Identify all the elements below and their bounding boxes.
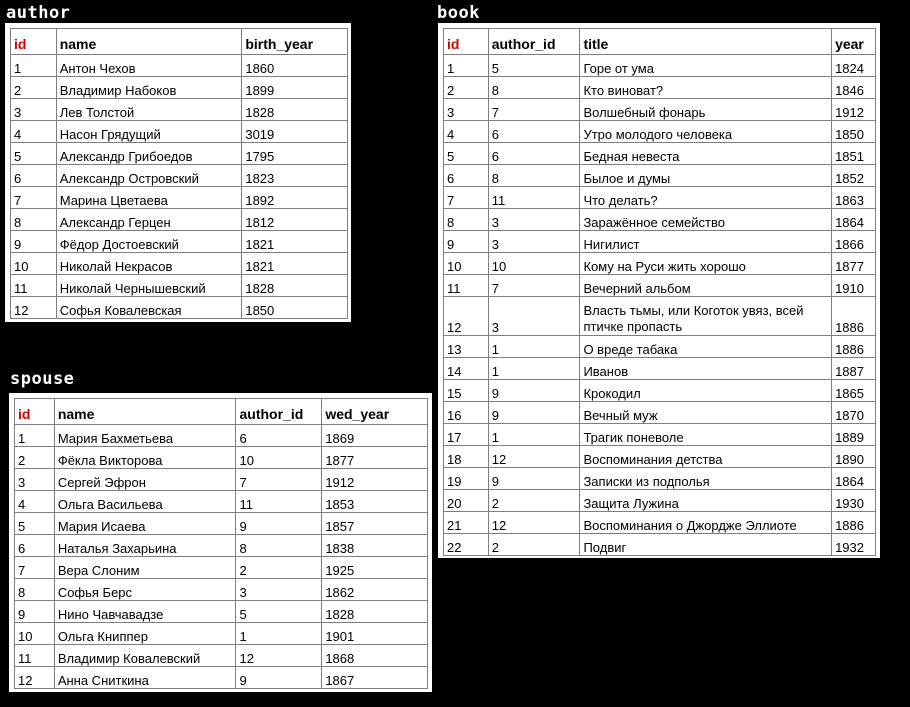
column-header-year: year: [832, 29, 876, 55]
table-row: [15, 491, 428, 513]
cell-year: 1889: [832, 424, 876, 446]
cell-birth-year: 1823: [242, 165, 348, 187]
table-row: [11, 275, 348, 297]
table-row: [444, 77, 876, 99]
cell-wed-year: 1838: [322, 535, 428, 557]
cell-id: 9: [11, 231, 57, 253]
cell-author-id: 10: [236, 447, 322, 469]
cell-name: Вера Слоним: [54, 557, 236, 579]
cell-id: 3: [15, 469, 55, 491]
table-row: [444, 253, 876, 275]
book-table: [443, 28, 876, 556]
cell-author-id: 7: [488, 275, 580, 297]
cell-id: 10: [11, 253, 57, 275]
cell-id: 8: [11, 209, 57, 231]
table-row: [11, 99, 348, 121]
cell-author-id: 9: [236, 513, 322, 535]
cell-wed-year: 1912: [322, 469, 428, 491]
column-header-id: id: [11, 29, 57, 55]
cell-year: 1886: [832, 512, 876, 534]
cell-author-id: 9: [488, 380, 580, 402]
cell-year: 1870: [832, 402, 876, 424]
column-header-author-id: author_id: [488, 29, 580, 55]
cell-wed-year: 1869: [322, 425, 428, 447]
table-row: [15, 667, 428, 689]
table-row: [444, 55, 876, 77]
cell-author-id: 11: [236, 491, 322, 513]
cell-name: Софья Берс: [54, 579, 236, 601]
cell-author-id: 9: [488, 468, 580, 490]
cell-title: Крокодил: [580, 380, 832, 402]
table-row: [444, 402, 876, 424]
cell-id: 16: [444, 402, 489, 424]
cell-title: Кому на Руси жить хорошо: [580, 253, 832, 275]
cell-id: 4: [444, 121, 489, 143]
cell-name: Мария Бахметьева: [54, 425, 236, 447]
table-row: [444, 121, 876, 143]
cell-id: 22: [444, 534, 489, 556]
cell-year: 1851: [832, 143, 876, 165]
cell-wed-year: 1862: [322, 579, 428, 601]
spouse-panel: [9, 393, 432, 692]
cell-name: Владимир Ковалевский: [54, 645, 236, 667]
cell-author-id: 2: [236, 557, 322, 579]
cell-name: Владимир Набоков: [56, 77, 242, 99]
cell-author-id: 8: [236, 535, 322, 557]
table-row: [11, 165, 348, 187]
cell-author-id: 5: [236, 601, 322, 623]
table-row: [444, 468, 876, 490]
table-row: [11, 297, 348, 319]
cell-author-id: 5: [488, 55, 580, 77]
cell-id: 5: [444, 143, 489, 165]
cell-title: Волшебный фонарь: [580, 99, 832, 121]
cell-wed-year: 1925: [322, 557, 428, 579]
spouse-table: [14, 398, 428, 689]
cell-name: Софья Ковалевская: [56, 297, 242, 319]
cell-id: 2: [11, 77, 57, 99]
cell-name: Николай Некрасов: [56, 253, 242, 275]
book-table-title: book: [437, 3, 480, 23]
cell-year: 1877: [832, 253, 876, 275]
cell-name: Лев Толстой: [56, 99, 242, 121]
cell-title: Бедная невеста: [580, 143, 832, 165]
cell-author-id: 10: [488, 253, 580, 275]
table-row: [15, 535, 428, 557]
cell-name: Ольга Книппер: [54, 623, 236, 645]
table-row: [11, 55, 348, 77]
cell-id: 2: [444, 77, 489, 99]
cell-year: 1890: [832, 446, 876, 468]
cell-id: 19: [444, 468, 489, 490]
table-row: [444, 512, 876, 534]
table-row: [15, 579, 428, 601]
cell-author-id: 2: [488, 490, 580, 512]
cell-birth-year: 1812: [242, 209, 348, 231]
cell-id: 13: [444, 336, 489, 358]
cell-birth-year: 1795: [242, 143, 348, 165]
cell-author-id: 8: [488, 165, 580, 187]
cell-author-id: 9: [236, 667, 322, 689]
cell-id: 21: [444, 512, 489, 534]
cell-id: 10: [15, 623, 55, 645]
cell-author-id: 7: [488, 99, 580, 121]
cell-year: 1850: [832, 121, 876, 143]
cell-title: Что делать?: [580, 187, 832, 209]
cell-wed-year: 1867: [322, 667, 428, 689]
cell-id: 6: [444, 165, 489, 187]
cell-year: 1865: [832, 380, 876, 402]
cell-id: 3: [444, 99, 489, 121]
table-row: [11, 121, 348, 143]
cell-title: Трагик поневоле: [580, 424, 832, 446]
cell-name: Марина Цветаева: [56, 187, 242, 209]
cell-id: 9: [15, 601, 55, 623]
cell-id: 5: [11, 143, 57, 165]
cell-author-id: 1: [488, 424, 580, 446]
cell-title: Власть тьмы, или Коготок увяз, всей птичке пропасть: [580, 297, 832, 336]
cell-title: Иванов: [580, 358, 832, 380]
cell-year: 1912: [832, 99, 876, 121]
cell-id: 7: [11, 187, 57, 209]
cell-name: Насон Грядущий: [56, 121, 242, 143]
cell-birth-year: 1850: [242, 297, 348, 319]
cell-id: 4: [11, 121, 57, 143]
cell-author-id: 1: [236, 623, 322, 645]
table-row: [444, 446, 876, 468]
cell-author-id: 11: [488, 187, 580, 209]
cell-title: Вечный муж: [580, 402, 832, 424]
cell-author-id: 1: [488, 358, 580, 380]
cell-author-id: 7: [236, 469, 322, 491]
cell-name: Мария Исаева: [54, 513, 236, 535]
table-row: [15, 447, 428, 469]
table-row: [444, 534, 876, 556]
cell-title: Утро молодого человека: [580, 121, 832, 143]
cell-author-id: 2: [488, 534, 580, 556]
cell-year: 1886: [832, 336, 876, 358]
author-table: [10, 28, 348, 319]
cell-year: 1824: [832, 55, 876, 77]
cell-wed-year: 1901: [322, 623, 428, 645]
cell-name: Нино Чавчавадзе: [54, 601, 236, 623]
cell-author-id: 12: [488, 446, 580, 468]
cell-name: Фёдор Достоевский: [56, 231, 242, 253]
cell-author-id: 12: [236, 645, 322, 667]
cell-id: 12: [11, 297, 57, 319]
cell-birth-year: 1828: [242, 275, 348, 297]
cell-name: Александр Грибоедов: [56, 143, 242, 165]
table-row: [444, 165, 876, 187]
table-row: [444, 336, 876, 358]
table-row: [15, 469, 428, 491]
cell-id: 6: [15, 535, 55, 557]
table-row: [15, 623, 428, 645]
table-row: [15, 557, 428, 579]
cell-title: Кто виноват?: [580, 77, 832, 99]
cell-name: Александр Герцен: [56, 209, 242, 231]
cell-author-id: 3: [236, 579, 322, 601]
cell-name: Антон Чехов: [56, 55, 242, 77]
cell-title: Записки из подполья: [580, 468, 832, 490]
cell-wed-year: 1853: [322, 491, 428, 513]
cell-birth-year: 1892: [242, 187, 348, 209]
cell-title: Защита Лужина: [580, 490, 832, 512]
cell-title: О вреде табака: [580, 336, 832, 358]
table-row: [11, 209, 348, 231]
cell-author-id: 3: [488, 231, 580, 253]
cell-id: 8: [15, 579, 55, 601]
column-header-id: id: [444, 29, 489, 55]
cell-year: 1864: [832, 468, 876, 490]
column-header-name: name: [54, 399, 236, 425]
cell-name: Сергей Эфрон: [54, 469, 236, 491]
table-row: [444, 187, 876, 209]
table-row: [444, 275, 876, 297]
table-row: [15, 425, 428, 447]
cell-title: Воспоминания о Джордже Эллиоте: [580, 512, 832, 534]
cell-name: Наталья Захарьина: [54, 535, 236, 557]
column-header-birth-year: birth_year: [242, 29, 348, 55]
cell-birth-year: 1821: [242, 231, 348, 253]
table-row: [11, 253, 348, 275]
cell-author-id: 6: [236, 425, 322, 447]
cell-birth-year: 3019: [242, 121, 348, 143]
cell-id: 3: [11, 99, 57, 121]
table-row: [444, 490, 876, 512]
cell-birth-year: 1860: [242, 55, 348, 77]
cell-year: 1932: [832, 534, 876, 556]
cell-wed-year: 1828: [322, 601, 428, 623]
cell-id: 5: [15, 513, 55, 535]
table-row: [15, 645, 428, 667]
cell-id: 20: [444, 490, 489, 512]
column-header-title: title: [580, 29, 832, 55]
table-row: [11, 143, 348, 165]
table-row: [444, 143, 876, 165]
cell-title: Подвиг: [580, 534, 832, 556]
book-panel: [438, 23, 880, 558]
table-row: [11, 231, 348, 253]
cell-id: 12: [15, 667, 55, 689]
table-row: [444, 99, 876, 121]
cell-name: Александр Островский: [56, 165, 242, 187]
cell-author-id: 3: [488, 297, 580, 336]
cell-id: 11: [444, 275, 489, 297]
column-header-id: id: [15, 399, 55, 425]
cell-year: 1864: [832, 209, 876, 231]
table-row: [15, 513, 428, 535]
cell-year: 1910: [832, 275, 876, 297]
table-row: [444, 297, 876, 336]
cell-id: 1: [11, 55, 57, 77]
cell-id: 17: [444, 424, 489, 446]
cell-wed-year: 1868: [322, 645, 428, 667]
cell-author-id: 3: [488, 209, 580, 231]
table-row: [444, 380, 876, 402]
author-table-title: author: [6, 3, 71, 23]
cell-id: 10: [444, 253, 489, 275]
cell-wed-year: 1857: [322, 513, 428, 535]
cell-id: 8: [444, 209, 489, 231]
cell-year: 1886: [832, 297, 876, 336]
cell-title: Заражённое семейство: [580, 209, 832, 231]
cell-year: 1930: [832, 490, 876, 512]
cell-year: 1866: [832, 231, 876, 253]
author-panel: [5, 23, 351, 322]
cell-wed-year: 1877: [322, 447, 428, 469]
cell-author-id: 1: [488, 336, 580, 358]
table-row: [11, 77, 348, 99]
cell-id: 12: [444, 297, 489, 336]
spouse-table-title: spouse: [10, 369, 75, 389]
cell-id: 2: [15, 447, 55, 469]
cell-year: 1852: [832, 165, 876, 187]
cell-author-id: 9: [488, 402, 580, 424]
column-header-author-id: author_id: [236, 399, 322, 425]
cell-name: Анна Сниткина: [54, 667, 236, 689]
cell-name: Фёкла Викторова: [54, 447, 236, 469]
cell-id: 4: [15, 491, 55, 513]
cell-id: 1: [444, 55, 489, 77]
cell-birth-year: 1899: [242, 77, 348, 99]
table-row: [11, 187, 348, 209]
cell-id: 18: [444, 446, 489, 468]
column-header-wed-year: wed_year: [322, 399, 428, 425]
cell-id: 11: [11, 275, 57, 297]
cell-title: Вечерний альбом: [580, 275, 832, 297]
cell-year: 1863: [832, 187, 876, 209]
cell-id: 14: [444, 358, 489, 380]
cell-name: Николай Чернышевский: [56, 275, 242, 297]
cell-name: Ольга Васильева: [54, 491, 236, 513]
table-row: [444, 358, 876, 380]
cell-author-id: 6: [488, 143, 580, 165]
cell-birth-year: 1828: [242, 99, 348, 121]
table-row: [444, 424, 876, 446]
cell-author-id: 12: [488, 512, 580, 534]
cell-id: 7: [15, 557, 55, 579]
cell-title: Воспоминания детства: [580, 446, 832, 468]
cell-id: 9: [444, 231, 489, 253]
cell-id: 1: [15, 425, 55, 447]
column-header-name: name: [56, 29, 242, 55]
cell-author-id: 8: [488, 77, 580, 99]
cell-id: 6: [11, 165, 57, 187]
cell-id: 11: [15, 645, 55, 667]
cell-author-id: 6: [488, 121, 580, 143]
cell-year: 1846: [832, 77, 876, 99]
cell-title: Былое и думы: [580, 165, 832, 187]
table-row: [444, 209, 876, 231]
cell-id: 7: [444, 187, 489, 209]
cell-year: 1887: [832, 358, 876, 380]
cell-title: Нигилист: [580, 231, 832, 253]
cell-id: 15: [444, 380, 489, 402]
table-row: [15, 601, 428, 623]
cell-birth-year: 1821: [242, 253, 348, 275]
cell-title: Горе от ума: [580, 55, 832, 77]
table-row: [444, 231, 876, 253]
